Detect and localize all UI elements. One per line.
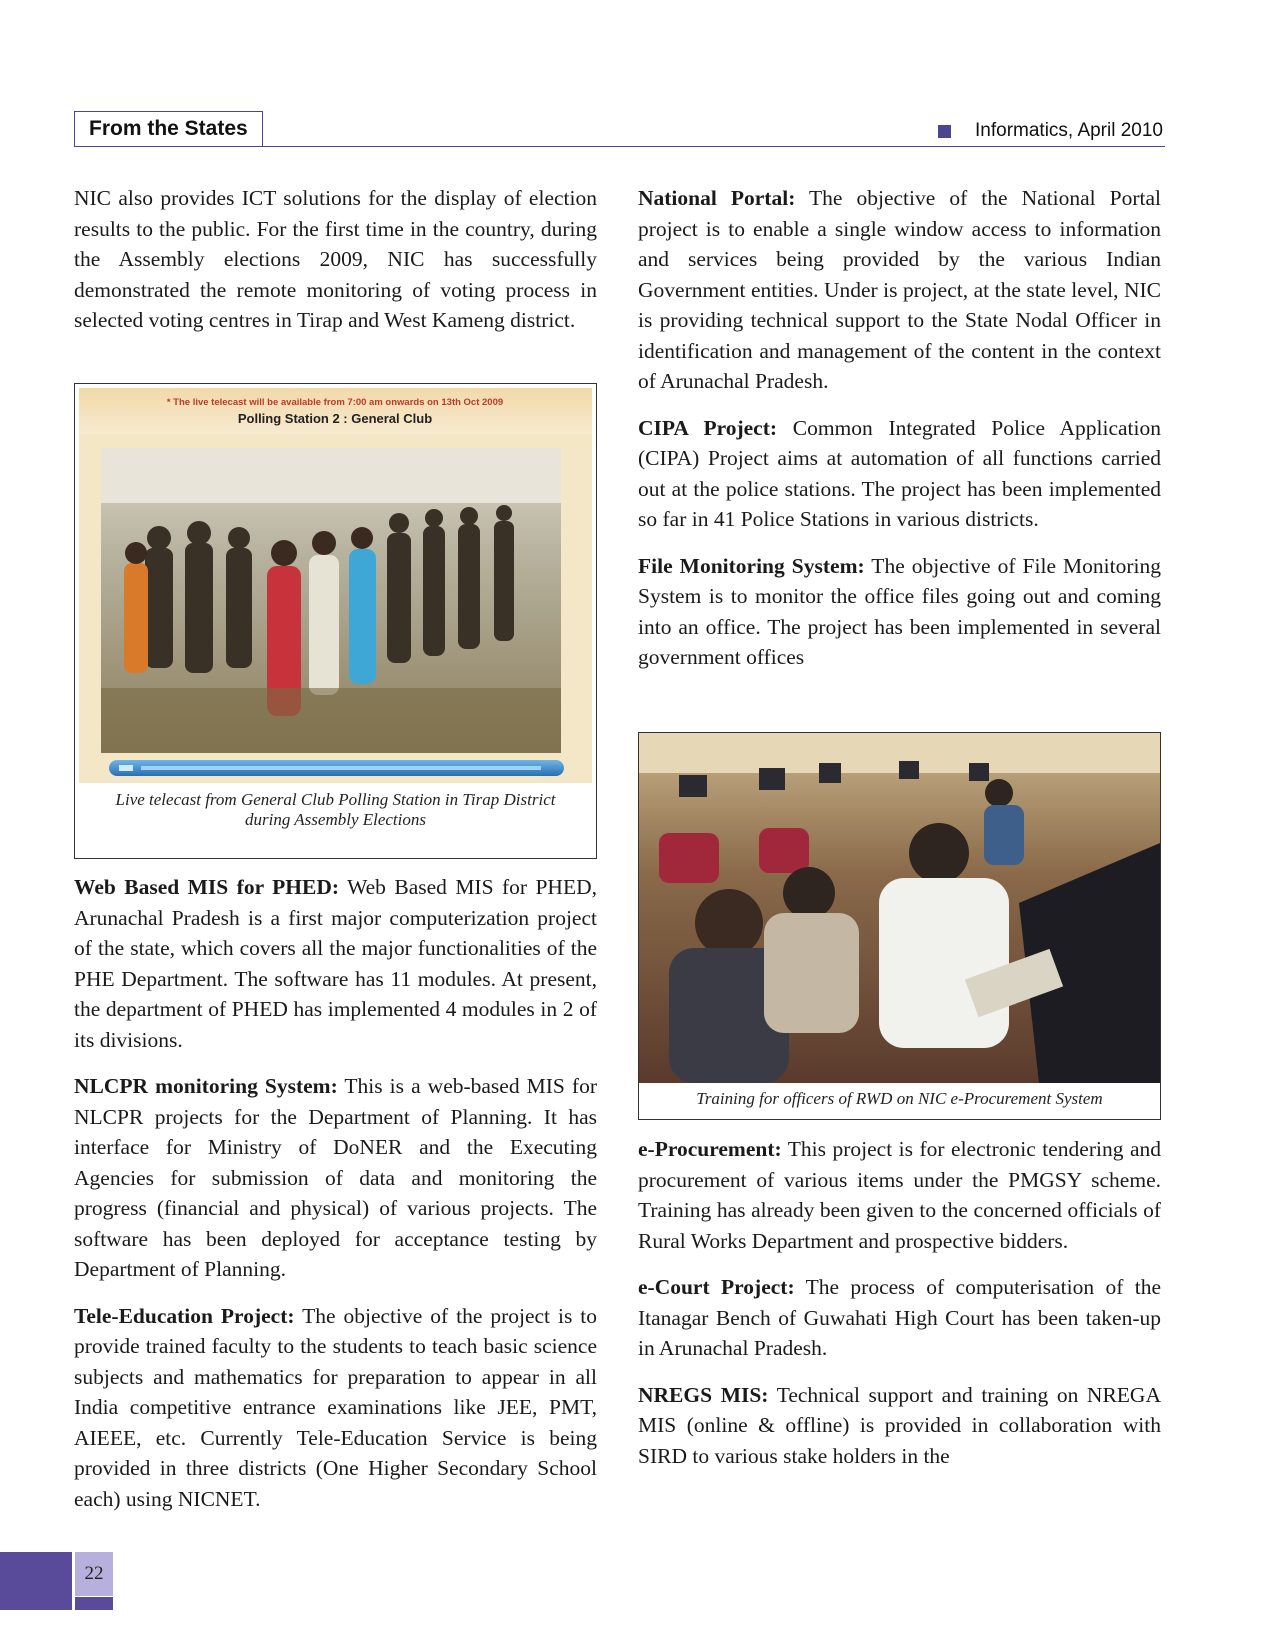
- header-rule: [74, 146, 1165, 147]
- phed-heading: Web Based MIS for PHED:: [74, 875, 340, 899]
- publication-text: Informatics, April 2010: [975, 120, 1163, 141]
- nregs-text: Technical support and training on NREGA MIS (online & offline) is provided in collaboration with SIRD to various stake holders in the: [638, 1382, 1161, 1468]
- phed-text: Web Based MIS for PHED, Arunachal Pradesh is a first major computerization project of the state, which covers all the major functionalities of the PHE Department. The software has 11 modules. At present, the department of PHED has implemented 4 modules in 2 of its divisions.: [74, 875, 597, 1052]
- cipa-paragraph: [638, 413, 1161, 535]
- training-photo: [639, 733, 1160, 1083]
- nregs-heading: NREGS MIS:: [638, 1382, 769, 1407]
- nlcpr-heading: NLCPR monitoring System:: [74, 1074, 338, 1098]
- fms-heading: File Monitoring System:: [638, 553, 865, 578]
- fms-text: The objective of File Monitoring System is to monitor the office files going out and coming into an office. The project has been implemented in several government offices: [638, 553, 1161, 669]
- phed-paragraph: [74, 872, 597, 1055]
- banner-notice: * The live telecast will be available from 7:00 am onwards on 13th Oct 2009: [166, 397, 504, 408]
- banner-title: Polling Station 2 : General Club: [237, 411, 433, 426]
- polling-photo-graphic: [79, 388, 592, 783]
- portal-heading: National Portal:: [638, 186, 796, 210]
- polling-station-figure: [74, 383, 597, 859]
- page-number-text: 22: [84, 1563, 104, 1584]
- left-column-bottom: [74, 872, 597, 1530]
- square-bullet-icon: [938, 125, 951, 138]
- portal-text: The objective of the National Portal project is to enable a single window access to information and services being provided by the various Indian Government entities. Under is project, at the state level, NIC is providing technical support to the State Nodal Officer in identification and management of the content in the context of Arunachal Pradesh.: [638, 186, 1162, 393]
- right-column-top: [638, 183, 1161, 689]
- fms-paragraph: [638, 551, 1161, 673]
- nlcpr-paragraph: [74, 1071, 597, 1285]
- figure1-caption-line1: Live telecast from General Club Polling Station in Tirap District: [115, 790, 556, 809]
- right-column-bottom: [638, 1134, 1161, 1487]
- tele-heading: Tele-Education Project:: [74, 1303, 295, 1328]
- training-photo-graphic: [639, 733, 1160, 1083]
- ecourt-paragraph: [638, 1272, 1161, 1364]
- page-number: [75, 1552, 113, 1596]
- tele-text: The objective of the project is to provide trained faculty to the students to teach basic science subjects and mathematics for preparation to appear in all India competitive entrance examinations like JEE, PMT, AIEEE, etc. Currently Tele-Education Service is being provided in three districts (One Higher Secondary School each) using NICNET.: [74, 1303, 597, 1511]
- nlcpr-text: This is a web-based MIS for NLCPR projects for the Department of Planning. It has interface for Ministry of DoNER and the Executing Agencies for submission of data and monitoring the progress (financial and physical) of various projects. The software has been deployed for acceptance testing by Department of Planning.: [74, 1074, 598, 1281]
- eproc-heading: e-Procurement:: [638, 1137, 782, 1161]
- cipa-heading: CIPA Project:: [638, 415, 778, 440]
- portal-paragraph: [638, 183, 1161, 397]
- nregs-paragraph: [638, 1380, 1161, 1472]
- training-figure: [638, 732, 1161, 1120]
- eproc-text: This project is for electronic tendering and procurement of various items under the PMGSY scheme. Training has already been given to the concerned officials of Rural Works Department and prospective bidders.: [638, 1137, 1161, 1253]
- footer-strip: [75, 1597, 113, 1610]
- section-title-text: From the States: [89, 117, 248, 140]
- cipa-text: Common Integrated Police Application (CIPA) Project aims at automation of all functions carried out at the police stations. The project has been implemented so far in 41 Police Stations in various districts.: [638, 415, 1162, 531]
- ecourt-heading: e-Court Project:: [638, 1275, 795, 1299]
- left-column-top: [74, 183, 597, 352]
- figure2-caption: Training for officers of RWD on NIC e-Procurement System: [696, 1089, 1103, 1108]
- eproc-paragraph: [638, 1134, 1161, 1256]
- footer-band: [0, 1552, 72, 1610]
- tele-paragraph: [74, 1301, 597, 1515]
- section-title: [74, 111, 263, 147]
- polling-photo: [79, 388, 592, 783]
- intro-paragraph: NIC also provides ICT solutions for the display of election results to the public. For the first time in the country, during the Assembly elections 2009, NIC has successfully demonstrated the remote monitoring of voting process in selected voting centres in Tirap and West Kameng district.: [74, 186, 597, 332]
- figure1-caption-line2: during Assembly Elections: [245, 810, 426, 829]
- ecourt-text: The process of computerisation of the Itanagar Bench of Guwahati High Court has been taken-up in Arunachal Pradesh.: [638, 1275, 1161, 1360]
- figure1-caption: [75, 790, 596, 830]
- publication-label: [938, 120, 1163, 142]
